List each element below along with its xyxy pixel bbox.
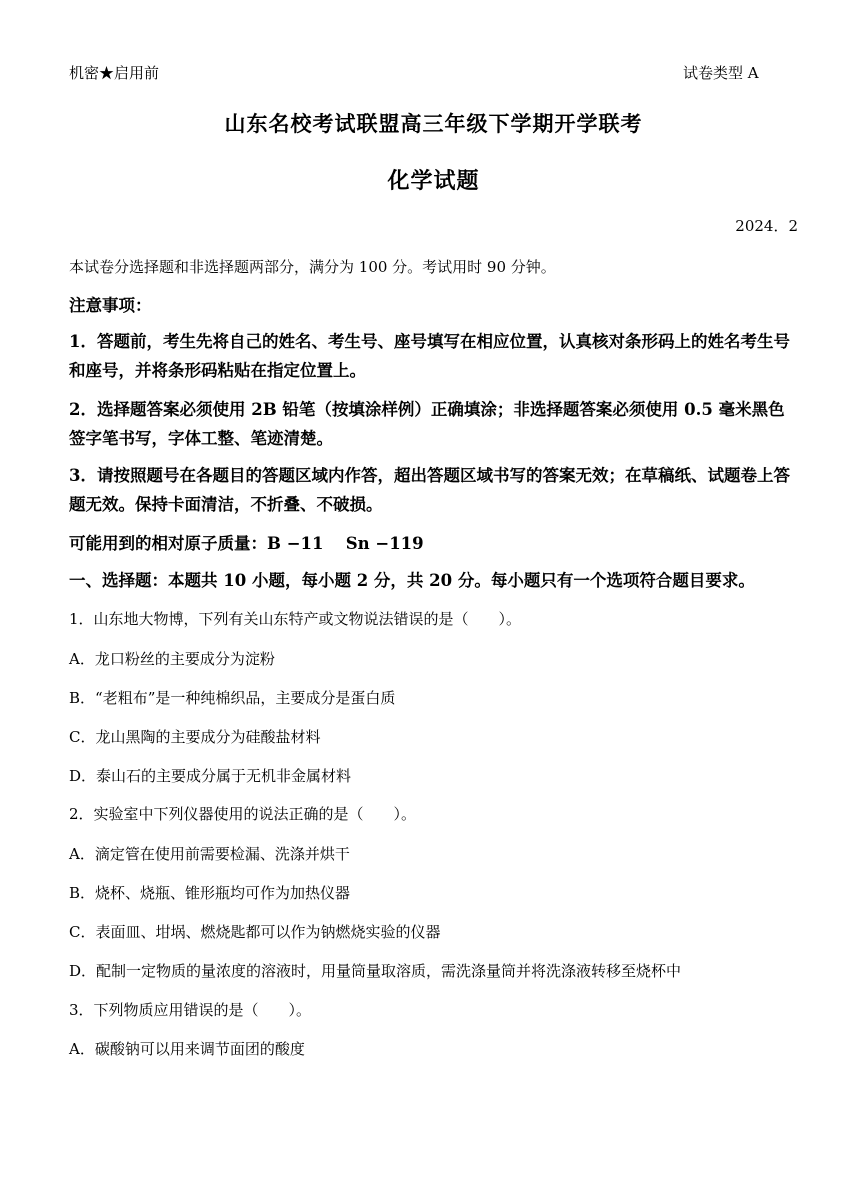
question-2-option-d: D．配制一定物质的量浓度的溶液时，用量筒量取溶质，需洗涤量筒并将洗涤液转移至烧杯中 [69, 962, 682, 980]
confidential-label: 机密★启用前 [69, 64, 160, 82]
question-1-option-d: D．泰山石的主要成分属于无机非金属材料 [69, 767, 352, 785]
paper-type-label: 试卷类型 A [683, 64, 759, 82]
intro-text: 本试卷分选择题和非选择题两部分，满分为 100 分。考试用时 90 分钟。 [69, 258, 556, 276]
exam-date: 2024．2 [735, 217, 798, 235]
question-2-option-a: A．滴定管在使用前需要检漏、洗涤并烘干 [69, 845, 350, 863]
section-heading: 一、选择题：本题共 10 小题，每小题 2 分，共 20 分。每小题只有一个选项符合题目要求。 [69, 571, 755, 590]
subject-title: 化学试题 [387, 168, 480, 194]
question-1-stem: 1．山东地大物博，下列有关山东特产或文物说法错误的是（ ）。 [69, 610, 522, 628]
notice-item-3: 3．请按照题号在各题目的答题区域内作答，超出答题区域书写的答案无效；在草稿纸、试题卷上答题无效。保持卡面清洁，不折叠、不破损。 [69, 466, 790, 514]
question-2-option-c: C．表面皿、坩埚、燃烧匙都可以作为钠燃烧实验的仪器 [69, 923, 441, 941]
notice-heading: 注意事项： [69, 296, 152, 315]
question-1-option-a: A．龙口粉丝的主要成分为淀粉 [69, 650, 275, 668]
question-3-option-a: A．碳酸钠可以用来调节面团的酸度 [69, 1040, 305, 1058]
atomic-mass-line: 可能用到的相对原子质量：B −11 Sn −119 [69, 534, 424, 553]
question-1-option-c: C．龙山黑陶的主要成分为硅酸盐材料 [69, 728, 321, 746]
question-2-stem: 2．实验室中下列仪器使用的说法正确的是（ ）。 [69, 805, 417, 823]
question-1-option-b: B．“老粗布”是一种纯棉织品，主要成分是蛋白质 [69, 689, 396, 707]
question-3-stem: 3．下列物质应用错误的是（ ）。 [69, 1001, 312, 1019]
question-2-option-b: B．烧杯、烧瓶、锥形瓶均可作为加热仪器 [69, 884, 351, 902]
exam-title: 山东名校考试联盟高三年级下学期开学联考 [224, 111, 643, 136]
notice-item-2: 2．选择题答案必须使用 2B 铅笔（按填涂样例）正确填涂；非选择题答案必须使用 0.5 毫米黑色签字笔书写，字体工整、笔迹清楚。 [69, 400, 785, 448]
notice-item-1: 1．答题前，考生先将自己的姓名、考生号、座号填写在相应位置，认真核对条形码上的姓名考生号和座号，并将条形码粘贴在指定位置上。 [69, 332, 790, 380]
